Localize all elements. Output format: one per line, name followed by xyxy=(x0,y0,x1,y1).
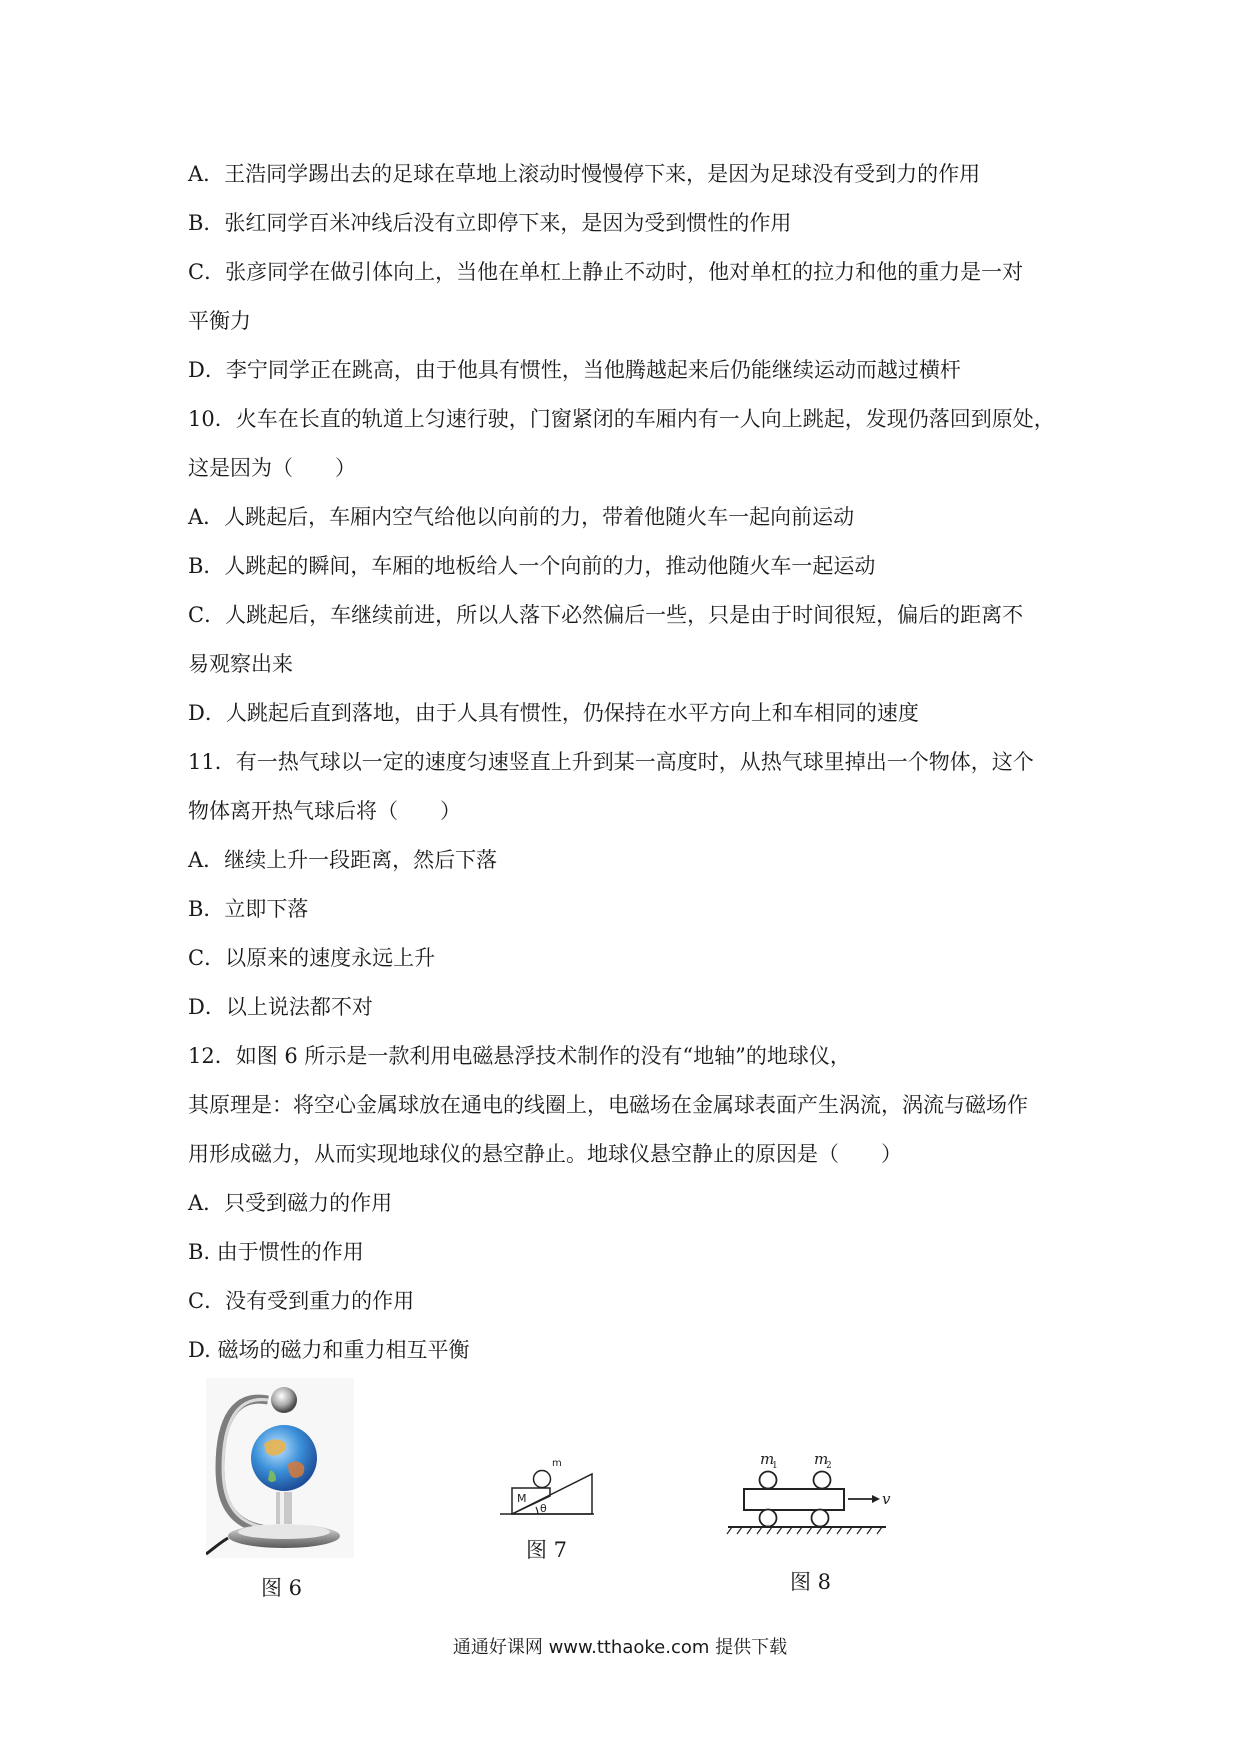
top-magnet-ball xyxy=(271,1387,297,1413)
figure-6-levitating-globe xyxy=(206,1378,354,1558)
q9-option-a: A．王浩同学踢出去的足球在草地上滚动时慢慢停下来，是因为足球没有受到力的作用 xyxy=(188,162,981,186)
figure-8-caption: 图 8 xyxy=(790,1570,832,1594)
q10-option-d: D．人跳起后直到落地，由于人具有惯性，仍保持在水平方向上和车相同的速度 xyxy=(188,701,919,725)
q11-option-d: D．以上说法都不对 xyxy=(188,995,373,1019)
q12-option-d: D. 磁场的磁力和重力相互平衡 xyxy=(188,1338,470,1362)
q12-option-c: C．没有受到重力的作用 xyxy=(188,1289,415,1313)
q11-option-b: B．立即下落 xyxy=(188,897,309,921)
q12-option-a: A．只受到磁力的作用 xyxy=(188,1191,393,1215)
fig8-label-v: v xyxy=(882,1490,891,1508)
q11-option-c: C．以原来的速度永远上升 xyxy=(188,946,436,970)
q10-option-c-line2: 易观察出来 xyxy=(188,652,293,676)
q9-option-c-line2: 平衡力 xyxy=(188,309,251,333)
fig7-label-M: M xyxy=(517,1492,527,1505)
q9-option-d: D．李宁同学正在跳高，由于他具有惯性，当他腾越起来后仍能继续运动而越过横杆 xyxy=(188,358,961,382)
q10-option-a: A．人跳起后，车厢内空气给他以向前的力，带着他随火车一起向前运动 xyxy=(188,505,855,529)
q10-stem-line2: 这是因为（ ） xyxy=(188,456,356,480)
q9-option-b: B．张红同学百米冲线后没有立即停下来，是因为受到惯性的作用 xyxy=(188,211,792,235)
q11-option-a: A．继续上升一段距离，然后下落 xyxy=(188,848,498,872)
q12-stem-line2: 其原理是：将空心金属球放在通电的线圈上，电磁场在金属球表面产生涡流，涡流与磁场作 xyxy=(188,1093,1028,1117)
q11-stem-line1: 11．有一热气球以一定的速度匀速竖直上升到某一高度时，从热气球里掉出一个物体，这个 xyxy=(188,750,1034,774)
q12-stem-line3: 用形成磁力，从而实现地球仪的悬空静止。地球仪悬空静止的原因是（ ） xyxy=(188,1142,902,1166)
figure-8-cart xyxy=(726,1450,898,1540)
figure-7-caption: 图 7 xyxy=(526,1538,568,1562)
fig7-label-m: m xyxy=(552,1458,562,1469)
q11-stem-line2: 物体离开热气球后将（ ） xyxy=(188,799,461,823)
figure-7-incline xyxy=(498,1452,598,1522)
fig8-label-m2: m xyxy=(814,1450,829,1468)
q12-stem-line1: 12．如图 6 所示是一款利用电磁悬浮技术制作的没有“地轴”的地球仪， xyxy=(188,1044,851,1068)
globe xyxy=(251,1425,317,1491)
q12-option-b: B. 由于惯性的作用 xyxy=(188,1240,364,1264)
q10-option-c-line1: C．人跳起后，车继续前进，所以人落下必然偏后一些，只是由于时间很短，偏后的距离不 xyxy=(188,603,1024,627)
fig7-label-theta: θ xyxy=(540,1502,547,1515)
q10-option-b: B．人跳起的瞬间，车厢的地板给人一个向前的力，推动他随火车一起运动 xyxy=(188,554,876,578)
fig8-label-m1-sub: 1 xyxy=(772,1461,778,1471)
q9-option-c-line1: C．张彦同学在做引体向上，当他在单杠上静止不动时，他对单杠的拉力和他的重力是一对 xyxy=(188,260,1024,284)
figure-6-caption: 图 6 xyxy=(261,1576,303,1600)
q10-stem-line1: 10．火车在长直的轨道上匀速行驶，门窗紧闭的车厢内有一人向上跳起，发现仍落回到原处， xyxy=(188,407,1055,431)
fig8-label-m2-sub: 2 xyxy=(826,1461,832,1471)
fig8-label-m1: m xyxy=(760,1450,775,1468)
page-footer: 通通好课网 www.tthaoke.com 提供下载 xyxy=(452,1637,788,1658)
